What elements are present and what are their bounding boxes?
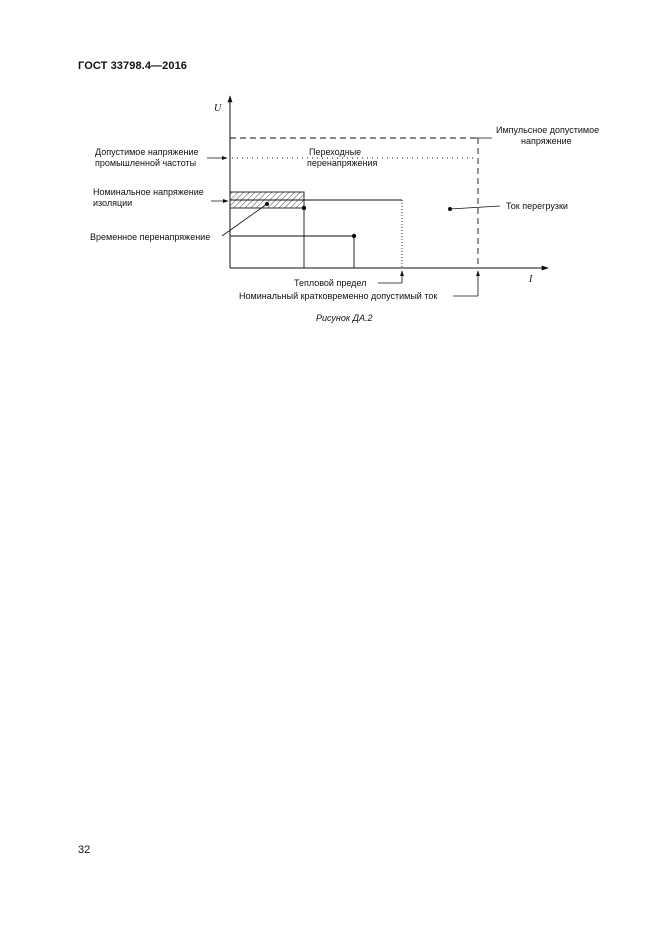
overload-pointer bbox=[450, 206, 500, 209]
temporary-overvoltage-dot bbox=[352, 234, 356, 238]
temp-overvoltage-pointer bbox=[222, 204, 267, 236]
insulation-dot bbox=[302, 206, 306, 210]
power-frequency-label-1: Допустимое напряжение bbox=[95, 147, 199, 157]
impulse-label-2: напряжение bbox=[521, 136, 572, 146]
short-time-current-label: Номинальный кратковременно допустимый ток bbox=[239, 291, 438, 301]
insulation-label-1: Номинальное напряжение bbox=[93, 187, 204, 197]
transient-label-2: перенапряжения bbox=[307, 158, 378, 168]
page-number: 32 bbox=[78, 844, 91, 856]
thermal-limit-label: Тепловой предел bbox=[294, 278, 367, 288]
document-header: ГОСТ 33798.4—2016 bbox=[78, 60, 188, 72]
power-frequency-label-2: промышленной частоты bbox=[95, 158, 197, 168]
y-axis-label: U bbox=[214, 103, 222, 114]
impulse-label-1: Импульсное допустимое bbox=[496, 125, 600, 135]
overload-label: Ток перегрузки bbox=[506, 201, 568, 211]
figure-caption: Рисунок ДА.2 bbox=[316, 313, 373, 323]
x-axis-label: I bbox=[529, 274, 533, 285]
temporary-overvoltage-label: Временное перенапряжение bbox=[90, 232, 211, 242]
insulation-label-2: изоляции bbox=[93, 198, 133, 208]
transient-label-1: Переходные bbox=[309, 147, 362, 157]
